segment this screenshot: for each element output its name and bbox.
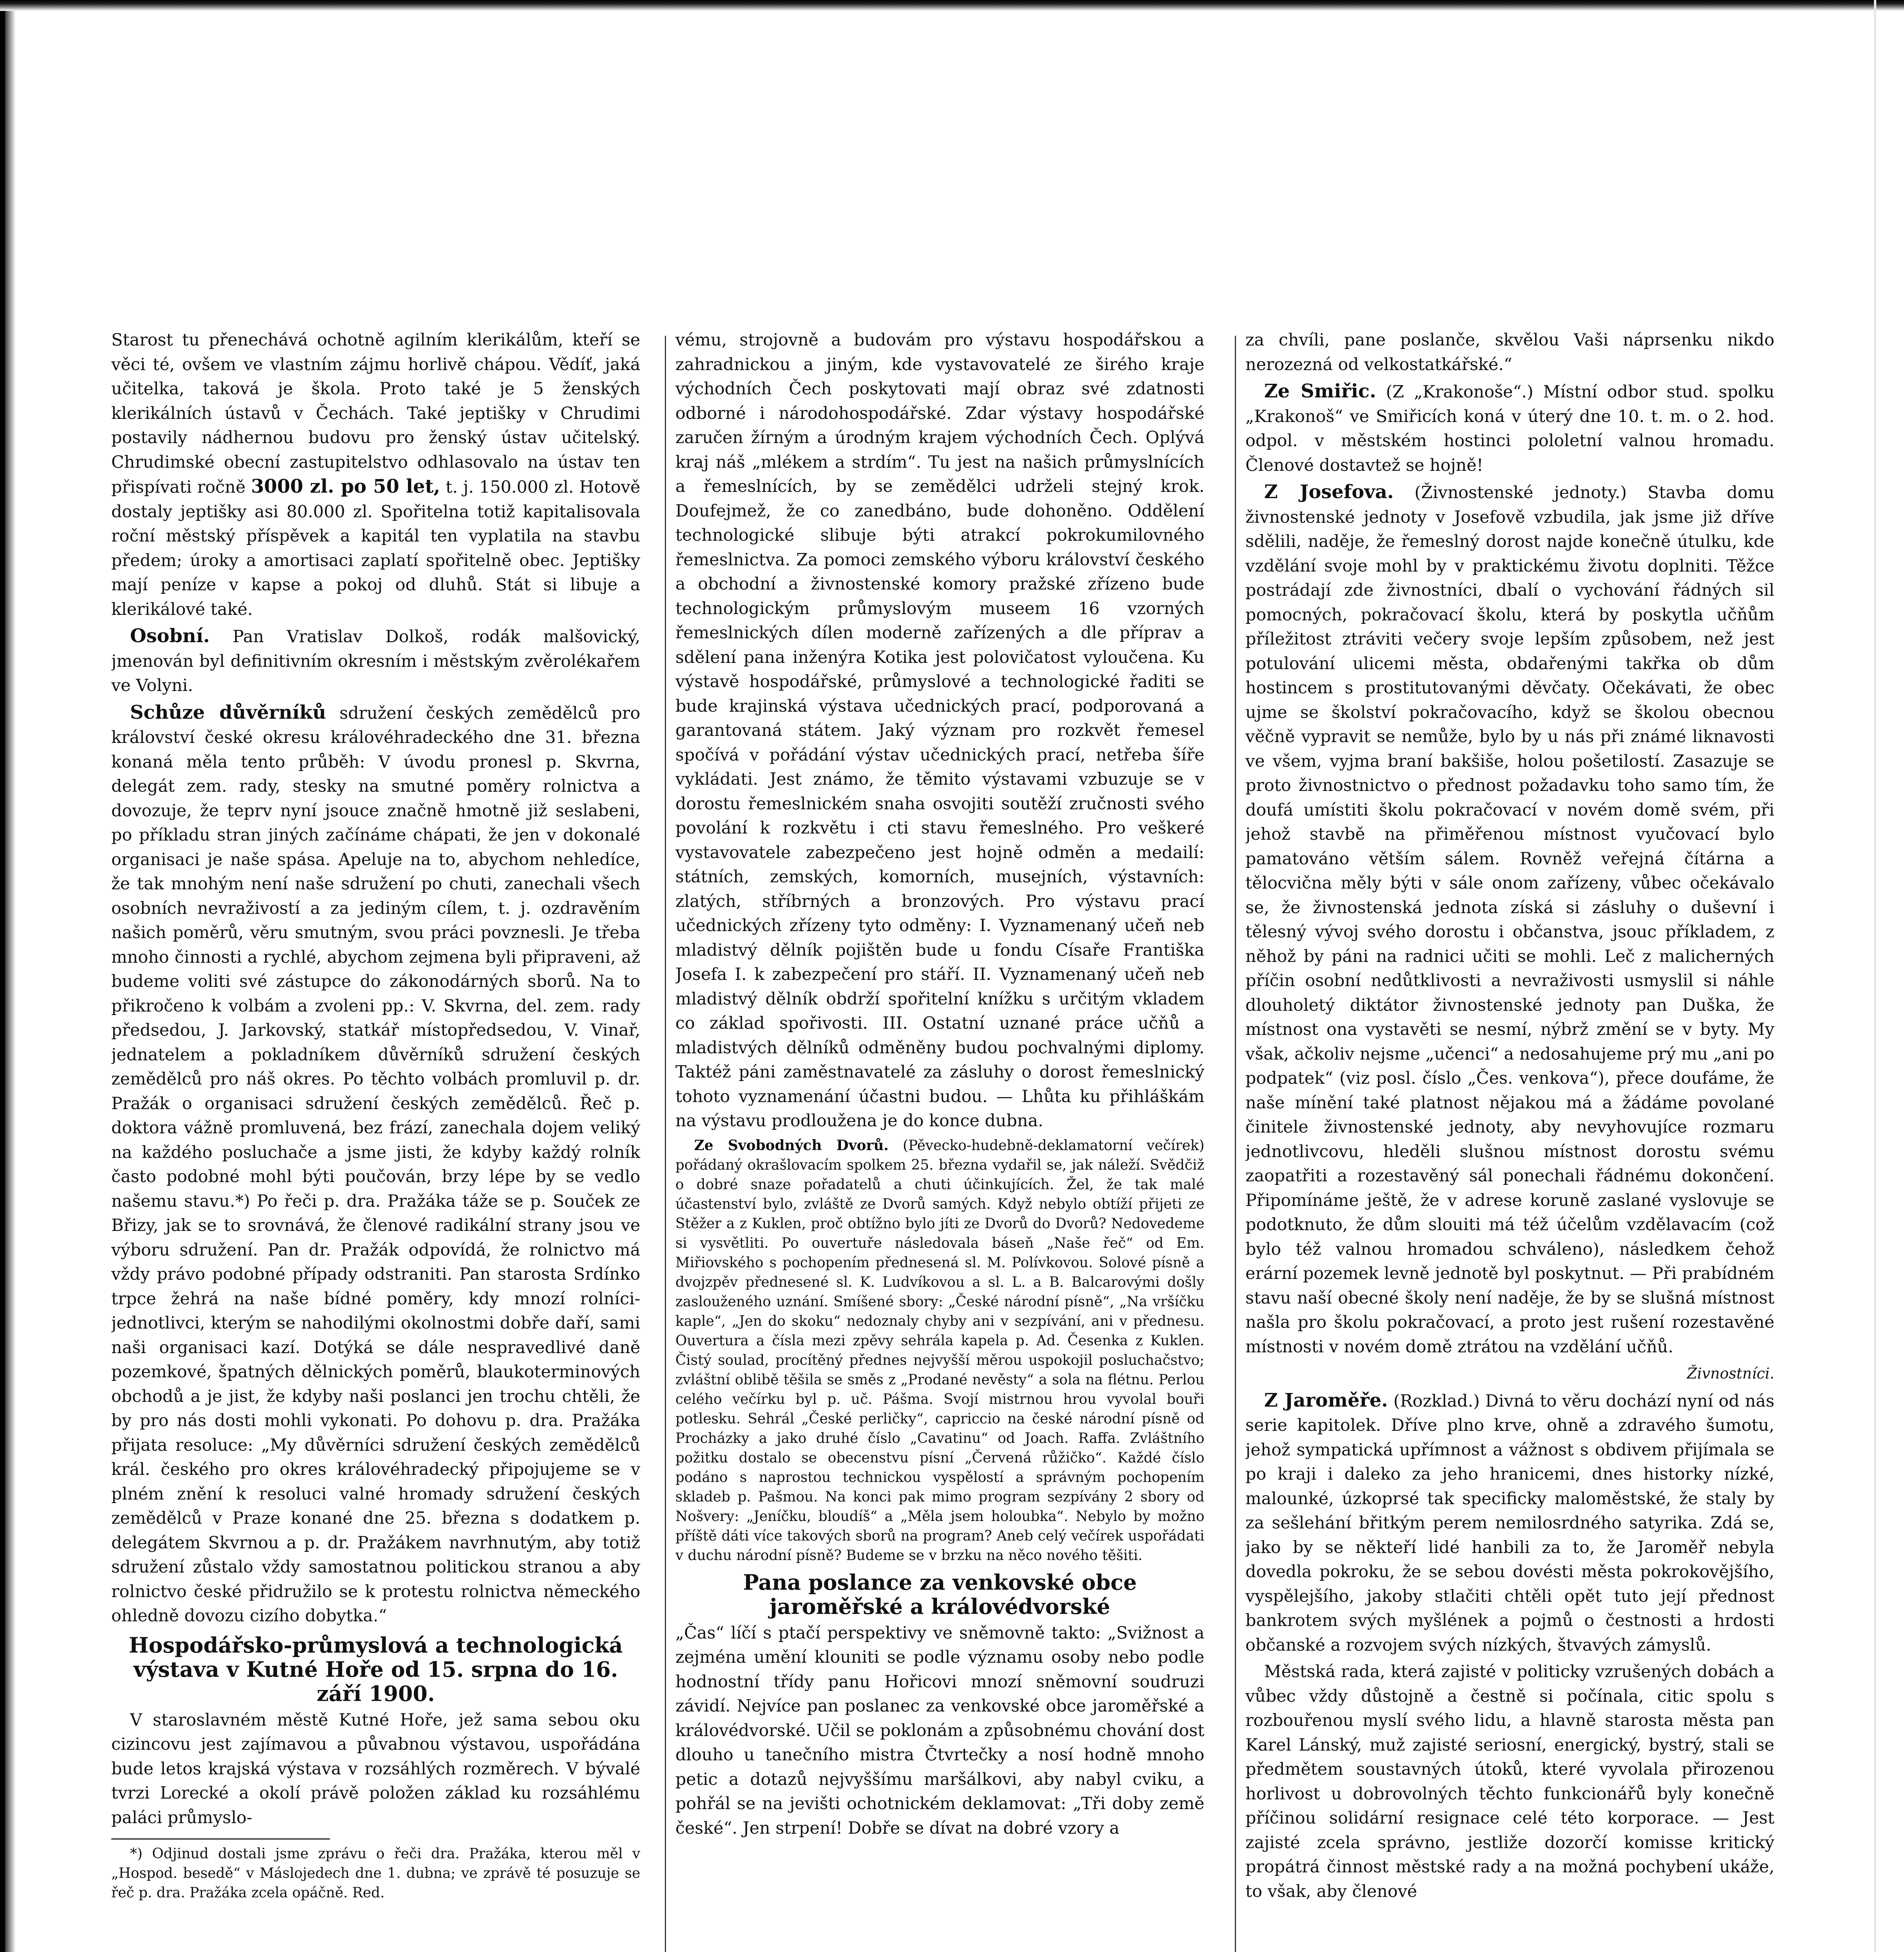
section-heading-schuze: Schůze důvěrníků	[130, 701, 326, 723]
paragraph-vystava-cont: vému, strojovně a budovám pro výstavu hospodářskou a zahradnickou a jiným, kde vystavovatelé ze širého kraje východních Čech poskytovati mají obraz své zdatnosti odborné i národohospodářské. Zdar výstavy hospodářské zaručen žírným a úrodným krajem východních Čech. Oplývá kraj náš „mlékem a strdím“. Tu jest na našich průmyslnících a řemeslnících, by se zemědělci udrželi stejný krok. Doufejmež, že co zanedbáno, bude dohoněno. Oddělení technologické slibuje býti atrakcí pokrokumilovného řemeslnictva. Za pomoci zemského výboru království českého a obchodní a živnostenské komory pražské zřízeno bude technologickým průmyslovým museem 16 vzorných řemeslnických dílen moderně zařízených a dle příprav a sdělení pana inženýra Kotika jest polovičatost vyloučena. Ku výstavě hospodářské, průmyslové a technologické řaditi se bude krajinská výstava učednických prací, podporovaná a garantovaná státem. Jaký význam pro rozkvět řemesel spočívá v pořádání výstav učednických prací, netřeba šíře vykládati. Jest známo, že těmito výstavami vzbuzuje se v dorostu řemeslnickém snaha osvojiti soutěží zručnosti svého povolání k rozkvětu i cti stavu řemeslného. Pro veškeré vystavovatele zabezpečeno jest hojně odměn a medailí: státních, zemských, komorních, musejních, výstavních: zlatých, stříbrných a bronzových. Pro výstavu prací učednických zřízeny tyto odměny: I. Vyznamenaný učeň neb mladistvý dělník pojištěn bude u fondu Císaře Františka Josefa I. k zabezpečení pro stáří. II. Vyznamenaný učeň neb mladistvý dělník obdrží spořitelní knížku s určitým vkladem co základ spořivosti. III. Ostatní uznané práce učňů a mladistvých dělníků odměněny budou pochvalnými diplomy. Taktéž páni zaměstnavatelé za zásluhy o dorost řemeslnický tohoto vyznamenání účastni budou. — Lhůta ku přihláškám na výstavu prodloužena je do konce dubna.	[675, 330, 1204, 1131]
paragraph-jaromer-rada: Městská rada, která zajisté v politicky vzrušených dobách a vůbec vždy důstojně a čestně si počínala, citic spolu s rozbouřenou myslí svého lidu, a hlavně starosta města pan Karel Lánský, muž zajisté seriosní, energický, bystrý, stali se předmětem soustavných útoků, které vyvolala přirozenou horlivost u dobrovolných těchto funkcionářů byly konečně příčinou solidární resignace celé této korporace. — Jest zajisté zcela správno, jestliže dozorčí komisse kritický propátrá činnost městské rady a na možná pochybení ukáže, to však, aby členové	[1245, 1662, 1774, 1901]
paragraph-svobodne-dvory: Ze Svobodných Dvorů. (Pěvecko-hudebně-deklamatorní večírek) pořádaný okrašlovacím spolkem 25. března vydařil se, jak náleží. Svědčiž o dobré snaze pořadatelů a chuti účinkujících. Žel, že tak malé účastenství bylo, zvláště ze Dvorů samých. Když nebylo obtíží přijeti ze Stěžer a z Kuklen, proč obtížno bylo jíti ze Dvorů do Dvorů? Nedovedeme si vysvětliti. Po ouvertuře následovala báseň „Naše řeč“ od Em. Miřiovského s pochopením přednesená sl. M. Polívkovou. Solové písně a dvojzpěv přednesené sl. K. Ludvíkovou a sl. L. a B. Balcarovými došly zaslouženého uznání. Smíšené sbory: „České národní písně“, „Na vršíčku kaple“, „Jen do skoku“ nedoznaly chyby ani v sezpívání, ani v přednesu. Ouvertura a čísla mezi zpěvy sehrála kapela p. Ad. Česenka z Kuklen. Čistý soulad, procítěný přednes nejvyšší měrou uspokojil posluchačstvo; zvláštní oblibě těšila se směs z „Prodané nevěsty“ a sola na flétnu. Perlou celého večírku byl p. uč. Pášma. Svojí mistrnou hrou vyvolal bouři potlesku. Sehrál „České perličky“, capriccio na české národní písně od Procházky a jako druhé číslo „Cavatinu“ od Joach. Raffa. Zvláštního požitku dostalo se obecenstvu písní „Červená růžičko“. Každé číslo podáno s naprostou technickou vyspělostí a správným pochopením skladeb p. Pašmou. Na konci pak mimo program sezpívány 2 sbory od Nošvery: „Jeníčku, bloudíš“ a „Měla jsem holoubka“. Nebylo by možno příště dáti více takových sborů na program? Aneb celý večírek uspořádati v duchu národní písně? Budeme se v brzku na něco nového těšiti.	[675, 1137, 1204, 1564]
footnote: *) Odjinud dostali jsme zprávu o řeči dra. Pražáka, kterou měl v „Hospod. besedě“ v Máslojedech dne 1. dubna; ve zprávě té posuzuje se řeč p. dra. Pražáka zcela opáčně. Red.	[111, 1846, 640, 1901]
section-heading-josefov: Z Josefova.	[1264, 481, 1394, 503]
section-heading-svobodne-dvory: Ze Svobodných Dvorů.	[694, 1137, 889, 1154]
amount-highlight: 3000 zl. po 50 let,	[251, 476, 440, 497]
section-heading-jaromer: Z Jaroměře.	[1264, 1389, 1388, 1411]
paragraph-smirice: Ze Smiřic. (Z „Krakonoše“.) Místní odbor stud. spolku „Krakonoš“ ve Smiřicích koná v úterý dne 10. t. m. o 2. hod. odpol. v městském hostinci pololetní valnou hromadu. Členové dostavtež se hojně!	[1245, 380, 1774, 475]
column-1	[111, 328, 640, 1952]
page-right-edge	[1874, 0, 1876, 1952]
paragraph-osobni: Osobní. Pan Vratislav Dolkoš, rodák malšovický, jmenován byl definitivním okresním i městským zvěrolékařem ve Volyni.	[111, 625, 640, 695]
paragraph-poslanec: „Čas“ líčí s ptačí perspektivy ve sněmovně takto: „Svižnost a zejména umění klouniti se podle významu osoby nebo podle hodnostní třídy panu Hořicovi mnozí sněmovní soudruzi závidí. Nejvíce pan poslanec za venkovské obce jaroměřské a královédvorské. Učil se poklonám a způsobnému chování dost dlouho u tanečního mistra Čtvrtečky a nosí hodně mnoho petic a dotazů nejvyššímu maršálkovi, aby nabyl cviku, a pohřál se na jevišti ochotnickém deklamovat: „Tři doby země české“. Jen strpení! Dobře se dívat na dobré vzory a	[675, 1623, 1204, 1838]
column-divider	[665, 336, 666, 1952]
paragraph-starost: Starost tu přenechává ochotně agilním klerikálům, kteří se věci té, ovšem ve vlastním zájmu horlivě chápou. Vědíť, jaká učitelka, taková je škola. Proto také je 5 ženských klerikálních ústavů v Čechách. Také jeptišky v Chrudimi postavily nádhernou budovu pro ženský ústav učitelský. Chrudimské obecní zastupitelstvo odhlasovalo na ústav ten přispívati ročně 3000 zl. po 50 let, t. j. 150.000 zl. Hotově dostaly jeptišky asi 80.000 zl. Spořitelna totiž kapitalisovala roční městský příspěvek a kapitál ten vyplatila na stavbu předem; úroky a amortisaci zaplatí spořitelně obec. Jeptišky mají peníze v kapse a pokoj od dluhů. Stát si libuje a klerikálové také.	[111, 330, 640, 619]
headline-poslanec: Pana poslance za venkovské obce jaroměřské a královédvorské	[743, 1569, 1137, 1619]
paragraph-vystava: V staroslavném městě Kutné Hoře, jež sama sebou oku cizincovu jest zajímavou a půvabnou výstavou, uspořádána bude letos krajská výstava v rozsáhlých rozměrech. V bývalé tvrzi Lorecké a okolí právě položen základ ku rozsáhlému paláci průmyslo-	[111, 1710, 640, 1827]
section-heading-smirice: Ze Smiřic.	[1264, 380, 1376, 402]
scan-top-shadow	[0, 0, 1904, 11]
column-3	[1245, 328, 1774, 1952]
column-2	[675, 328, 1204, 1952]
paragraph-josefov: Z Josefova. (Živnostenské jednoty.) Stavba domu živnostenské jednoty v Josefově vzbudila, jak jsme již dříve sdělili, naděje, že řemeslný dorost najde konečně útulku, kde vzdělání svoje mohl by v praktickému životu doplniti. Těžce postrádají zde živnostníci, dbalí o vychování řádných sil pomocných, pokračovací školu, která by poskytla učňům příležitost ztráviti večery svoje lepším způsobem, než jest potulování ulicemi města, obdařenými takřka ob dům hostincem s prostitutovanými děvčaty. Očekávati, že obec ujme se školství pokračovacího, když se školou obecnou věčně vypravit se nemůže, bylo by u nás při známé liknavosti ve všem, vyjma braní bakšiše, holou pošetilostí. Zasazuje se proto živnostnictvo o přednost požadavku toho samo tím, že doufá umístiti školu pokračovací v novém domě svém, při jehož stavbě na přiměřenou místnost vyučovací bylo pamatováno větším sálem. Rovněž veřejná čítárna a tělocvična měly býti v sále onom zařízeny, vůbec očekávalo se, že živnostenská jednota získá si zásluhy o duševní i tělesný vývoj svého dorostu i občanstva, jsouc příkladem, z něhož by páni na radnici učiti se mohli. Leč z malicherných příčin osobní nedůtklivosti a nevraživosti usmyslil si náhle dlouholetý diktátor živnostenské jednoty pan Duška, že místnost ona vystavěti se nesmí, nýbrž změní se v byty. My však, ačkoliv nejsme „učenci“ a nedosahujeme prý mu „ani po podpatek“ (viz posl. číslo „Čes. venkova“), přece doufáme, že naše mínění také platnost nějakou má a žádáme povolané činitele živnostenské jednoty, aby nevyhovujíce rozmaru jednotlivcovu, hleděli slušnou místnost dorostu svému zaopatřiti a rozestavěný sál ponechali řádnému dokončení. Připomínáme ještě, že v adrese koruně zaslané vyslovuje se podotknuto, že dům slouiti má též účelům vzdělavacím (což bylo též valnou hromadou schváleno), následkem čehož erární pozemek levně jednotě byl poskytnut. — Při prabídném stavu naší obecné školy není naděje, že by se slušná místnost našla pro školu pokračovací, a proto jest rušení rozestavěné místnosti v novém domě ztrátou na vzdělání učňů.	[1245, 481, 1774, 1357]
paragraph-jaromer: Z Jaroměře. (Rozklad.) Divná to věru dochází nyní od nás serie kapitolek. Dříve plno krve, ohně a zdravého šumotu, jehož sympatická upřímnost a vážnost s obdivem přijímala se po kraji i daleko za jeho hranicemi, dnes historky nízké, malounké, úzkoprsé tak specificky maloměstské, že staly by za sešlehání břitkým perem nemilosrdného satyrika. Zdá se, jako by se někteří lidé hanbili za to, že Jaroměř nebyla dovedla pokroku, že se sebou dovésti města pokrokovějšího, vyspělejšího, jakoby stlačiti chtěli opět tuto její přednost bankrotem svých myšlének a pojmů o čestnosti a hrdosti občanské a rozvojem svých nízkých, štvavých zámyslů.	[1245, 1389, 1774, 1655]
scan-edge-shadow	[0, 0, 70, 1952]
footnote-rule	[111, 1838, 330, 1840]
signature-zivnostnici: Živnostníci.	[1687, 1365, 1774, 1382]
section-heading-osobni: Osobní.	[130, 625, 210, 647]
paragraph-schuze: Schůze důvěrníků sdružení českých zemědělců pro království české okresu královéhradeckého dne 31. března konaná měla tento průběh: V úvodu pronesl p. Skvrna, delegát zem. rady, stesky na smutné poměry rolnictva a dovozuje, že teprv nyní jsouce značně hmotně již seslabeni, po příkladu stran jiných začínáme chápati, že jen v dokonalé organisaci je naše spása. Apeluje na to, abychom nehledíce, že tak mnohým není naše sdružení po chuti, zanechali všech osobních nevraživostí a za jediným cílem, t. j. ozdravěním našich poměrů, věru smutným, svou práci povznesli. Je třeba mnoho činnosti a rychlé, abychom zejmena byli připraveni, až budeme voliti své zástupce do zákonodárných sborů. Na to přikročeno k volbám a zvoleni pp.: V. Skvrna, del. zem. rady předsedou, J. Jarkovský, statkář místopředsedou, V. Vinař, jednatelem a pokladníkem důvěrníků sdružení českých zemědělců pro náš okres. Po těchto volbách promluvil p. dr. Pražák o organisaci sdružení českých zemědělců. Řeč p. doktora vážně promluvená, bez frází, zanechala dojem veliký na každého posluchače a jsme jisti, že kdyby každý rolník často podobné mohl býti poučován, brzy lépe by se vedlo našemu stavu.*) Po řeči p. dra. Pražáka táže se p. Souček ze Břizy, jak se to srovnává, že členové radikální strany jsou ve výboru sdružení. Pan dr. Pražák odpovídá, že rolnictvo má vždy právo podobné případy odstraniti. Pan starosta Srdínko trpce žehrá na naše bídné poměry, kdy mnozí rolníci-jednotlivci, kterým se nahodilými okolnostmi dobře daří, sami naši organisaci kazí. Dotýká se dále nespravedlivé daně pozemkové, špatných dělnických poměrů, blaukoterminových obchodů a je jist, že kdyby naši poslanci jen trochu chtěli, že by pro nás dosti mohli vykonati. Po dohovu p. dra. Pražáka přijata resoluce: „My důvěrníci sdružení českých zemědělců král. českého pro okres královéhradecký připojujeme se v plném znění k resoluci valné hromady sdružení českých zemědělců v Praze konané dne 25. března s dodatkem p. delegátem Skvrnou a p. dr. Pražákem navrhnutým, aby totiž sdružení zůstalo vždy samostatnou politickou stranou a aby rolnictvo české přidružilo se k protestu rolnictva německého ohledně dovozu cizího dobytka.“	[111, 701, 640, 1626]
paragraph-poslanec-cont: za chvíli, pane poslanče, skvělou Vaši náprsenku nikdo nerozezná od velkostatkářské.“	[1245, 330, 1774, 374]
headline-vystava: Hospodářsko-průmyslová a technologická výstava v Kutné Hoře od 15. srpna do 16. září 1900.	[128, 1632, 623, 1706]
column-divider	[1235, 336, 1236, 1952]
